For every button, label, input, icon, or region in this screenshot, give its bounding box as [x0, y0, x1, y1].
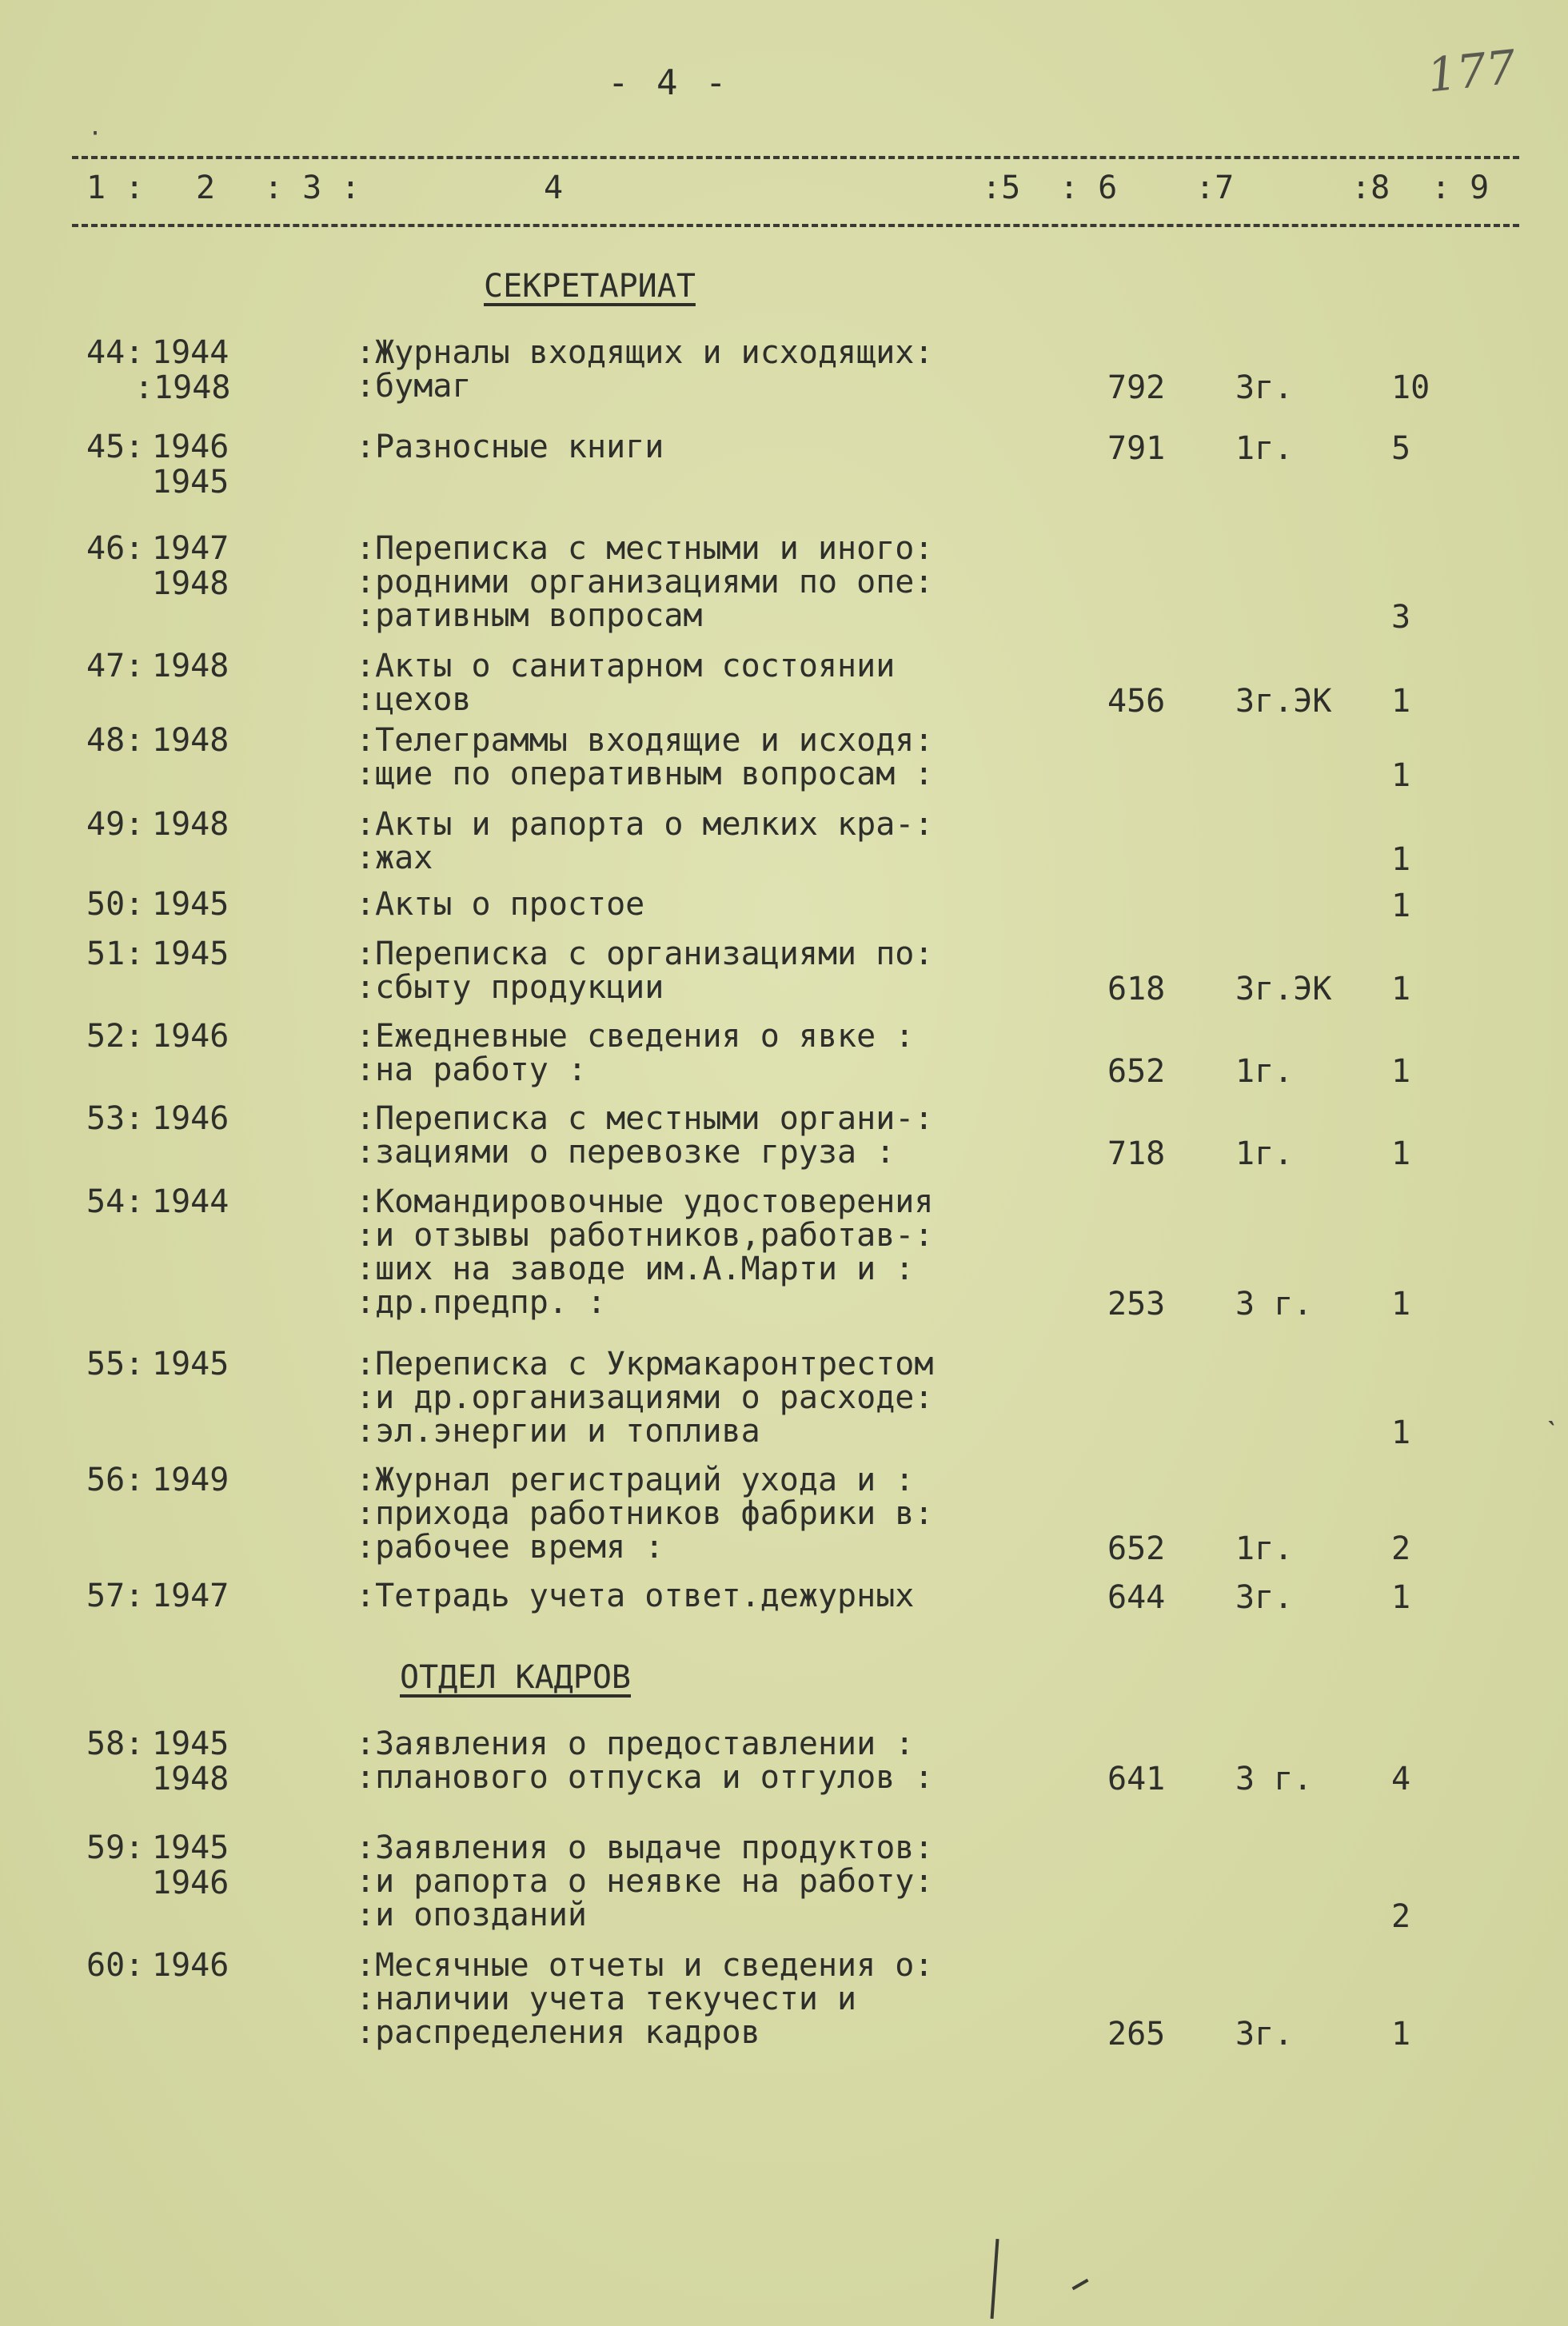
row-fund-count: 792 [1107, 369, 1166, 406]
row-description-line: :сбыту продукции [356, 969, 664, 1006]
row-sheet-count: 1 [1391, 1135, 1411, 1172]
row-sheet-count: 1 [1391, 971, 1411, 1007]
row-retention-period: 1г. [1235, 1530, 1294, 1567]
row-number: 56: [86, 1462, 145, 1498]
row-sheet-count: 1 [1391, 1579, 1411, 1616]
column-header-6: : 6 [1059, 170, 1118, 206]
row-year: 1948 [152, 722, 229, 759]
row-year: 1946 [152, 1018, 229, 1055]
row-fund-count: 791 [1107, 430, 1166, 467]
row-retention-period: 3 г. [1235, 1761, 1313, 1797]
column-header-3: : 3 : [264, 170, 361, 206]
column-header-4: 4 [544, 170, 564, 206]
row-year-end: 1948 [152, 1761, 229, 1797]
section-title-secretariat: СЕКРЕТАРИАТ [484, 268, 696, 305]
ink-mark: · [88, 120, 103, 148]
row-description-line: :на работу : [356, 1051, 587, 1088]
row-year: 1948 [152, 648, 229, 684]
row-year-end: 1945 [152, 464, 229, 501]
row-number: 46: [86, 530, 145, 567]
row-year-end: 1948 [152, 565, 229, 602]
column-header-5: :5 [982, 170, 1021, 206]
row-year-end: 1946 [152, 1865, 229, 1901]
row-number: 51: [86, 936, 145, 972]
row-description-line: :Переписка с местными и иного: [356, 530, 934, 567]
ink-mark: ˋ [1543, 1415, 1563, 1452]
row-description-line: :щие по оперативным вопросам : [356, 756, 934, 792]
row-retention-period: 3 г. [1235, 1286, 1313, 1323]
row-year: 1944 [152, 1183, 229, 1220]
row-sheet-count: 1 [1391, 1414, 1411, 1451]
row-description-line: :Акты и рапорта о мелких кра-: [356, 806, 934, 843]
row-year: 1945 [152, 1829, 229, 1866]
row-description-line: :ших на заводе им.А.Марти и : [356, 1251, 915, 1287]
row-description-line: :планового отпуска и отгулов : [356, 1759, 934, 1796]
row-description-line: :Акты о санитарном состоянии [356, 648, 896, 684]
row-number: 54: [86, 1183, 145, 1220]
column-header-9: : 9 [1431, 170, 1490, 206]
row-year: 1946 [152, 1947, 229, 1984]
row-year: 1946 [152, 429, 229, 465]
row-number: 49: [86, 806, 145, 843]
row-number: 48: [86, 722, 145, 759]
row-number: 59: [86, 1829, 145, 1866]
row-description-line: :Месячные отчеты и сведения о: [356, 1947, 934, 1984]
row-retention-period: 1г. [1235, 1053, 1294, 1090]
row-year: 1945 [152, 886, 229, 923]
row-sheet-count: 1 [1391, 888, 1411, 924]
row-number: 45: [86, 429, 145, 465]
row-fund-count: 652 [1107, 1530, 1166, 1567]
row-description-line: :Разносные книги [356, 429, 664, 465]
row-description-line: :Акты о простое [356, 886, 645, 923]
row-description-line: :Ежедневные сведения о явке : [356, 1018, 915, 1055]
row-fund-count: 265 [1107, 2016, 1166, 2053]
row-year: 1945 [152, 1346, 229, 1382]
row-sheet-count: 1 [1391, 1053, 1411, 1090]
row-description-line: :наличии учета текучести и [356, 1981, 857, 2017]
row-description-line: :Журнал регистраций ухода и : [356, 1462, 915, 1498]
row-description-line: :Телеграммы входящие и исходя: [356, 722, 934, 759]
row-retention-period: 1г. [1235, 430, 1294, 467]
row-description-line: :Тетрадь учета ответ.дежурных [356, 1578, 915, 1614]
row-description-line: :Командировочные удостоверения [356, 1183, 934, 1220]
header-top-rule [72, 156, 1519, 159]
row-retention-period: 1г. [1235, 1135, 1294, 1172]
pen-stroke [1071, 2279, 1088, 2290]
row-retention-period: 3г.ЭК [1235, 683, 1332, 720]
section-title-personnel: ОТДЕЛ КАДРОВ [400, 1659, 631, 1696]
row-sheet-count: 1 [1391, 1286, 1411, 1323]
row-fund-count: 618 [1107, 971, 1166, 1007]
row-description-line: :бумаг [356, 368, 472, 405]
handwritten-sheet-number: 177 [1424, 39, 1518, 103]
row-description-line: :Переписка с организациями по: [356, 936, 934, 972]
pen-stroke [991, 2239, 999, 2319]
header-bottom-rule [72, 224, 1519, 227]
row-sheet-count: 2 [1391, 1898, 1411, 1935]
row-number: 60: [86, 1947, 145, 1984]
row-fund-count: 718 [1107, 1135, 1166, 1172]
row-number: 53: [86, 1100, 145, 1137]
row-fund-count: 253 [1107, 1286, 1166, 1323]
row-year: 1947 [152, 1578, 229, 1614]
column-header-7: :7 [1195, 170, 1235, 206]
row-description-line: :Заявления о выдаче продуктов: [356, 1829, 934, 1866]
row-year: 1949 [152, 1462, 229, 1498]
row-number: 52: [86, 1018, 145, 1055]
row-number: 58: [86, 1726, 145, 1762]
row-description-line: :и рапорта о неявке на работу: [356, 1863, 934, 1900]
row-description-line: :Переписка с местными органи-: [356, 1100, 934, 1137]
column-header-8: :8 [1351, 170, 1390, 206]
row-sheet-count: 10 [1391, 369, 1430, 406]
page-number: - 4 - [608, 62, 730, 103]
row-description-line: :Журналы входящих и исходящих: [356, 334, 934, 371]
row-description-line: :зациями о перевозке груза : [356, 1134, 896, 1171]
row-sheet-count: 1 [1391, 841, 1411, 878]
row-sheet-count: 5 [1391, 430, 1411, 467]
row-year: 1947 [152, 530, 229, 567]
row-year: 1946 [152, 1100, 229, 1137]
row-description-line: :рабочее время : [356, 1529, 664, 1566]
row-year: 1948 [152, 806, 229, 843]
column-header-1: 1 : [86, 170, 145, 206]
row-description-line: :прихода работников фабрики в: [356, 1495, 934, 1532]
row-description-line: :Заявления о предоставлении : [356, 1726, 915, 1762]
row-number: 55: [86, 1346, 145, 1382]
row-fund-count: 644 [1107, 1579, 1166, 1616]
row-retention-period: 3г. [1235, 2016, 1294, 2053]
row-sheet-count: 2 [1391, 1530, 1411, 1567]
row-sheet-count: 1 [1391, 757, 1411, 794]
row-year: 1945 [152, 936, 229, 972]
column-header-2: 2 [196, 170, 216, 206]
row-description-line: :жах [356, 840, 433, 876]
row-description-line: :Переписка с Укрмакаронтрестом [356, 1346, 934, 1382]
row-retention-period: 3г. [1235, 1579, 1294, 1616]
row-description-line: :цехов [356, 681, 472, 718]
row-description-line: :ративным вопросам [356, 597, 703, 634]
row-description-line: :др.предпр. : [356, 1284, 607, 1321]
row-year: 1944 [152, 334, 229, 371]
row-retention-period: 3г. [1235, 369, 1294, 406]
row-description-line: :и отзывы работников,работав-: [356, 1217, 934, 1254]
row-number: 57: [86, 1578, 145, 1614]
row-year: 1945 [152, 1726, 229, 1762]
row-fund-count: 456 [1107, 683, 1166, 720]
row-fund-count: 641 [1107, 1761, 1166, 1797]
row-retention-period: 3г.ЭК [1235, 971, 1332, 1007]
row-number: 47: [86, 648, 145, 684]
row-description-line: :и др.организациями о расходе: [356, 1379, 934, 1416]
row-number: 50: [86, 886, 145, 923]
row-number: 44: [86, 334, 145, 371]
row-sheet-count: 4 [1391, 1761, 1411, 1797]
row-fund-count: 652 [1107, 1053, 1166, 1090]
row-description-line: :эл.энергии и топлива [356, 1413, 760, 1450]
row-sheet-count: 1 [1391, 2016, 1411, 2053]
row-description-line: :родними организациями по опе: [356, 564, 934, 600]
row-sheet-count: 3 [1391, 599, 1411, 636]
row-description-line: :распределения кадров [356, 2014, 760, 2051]
row-year-end: :1948 [134, 369, 231, 406]
row-description-line: :и опозданий [356, 1897, 587, 1933]
row-sheet-count: 1 [1391, 683, 1411, 720]
